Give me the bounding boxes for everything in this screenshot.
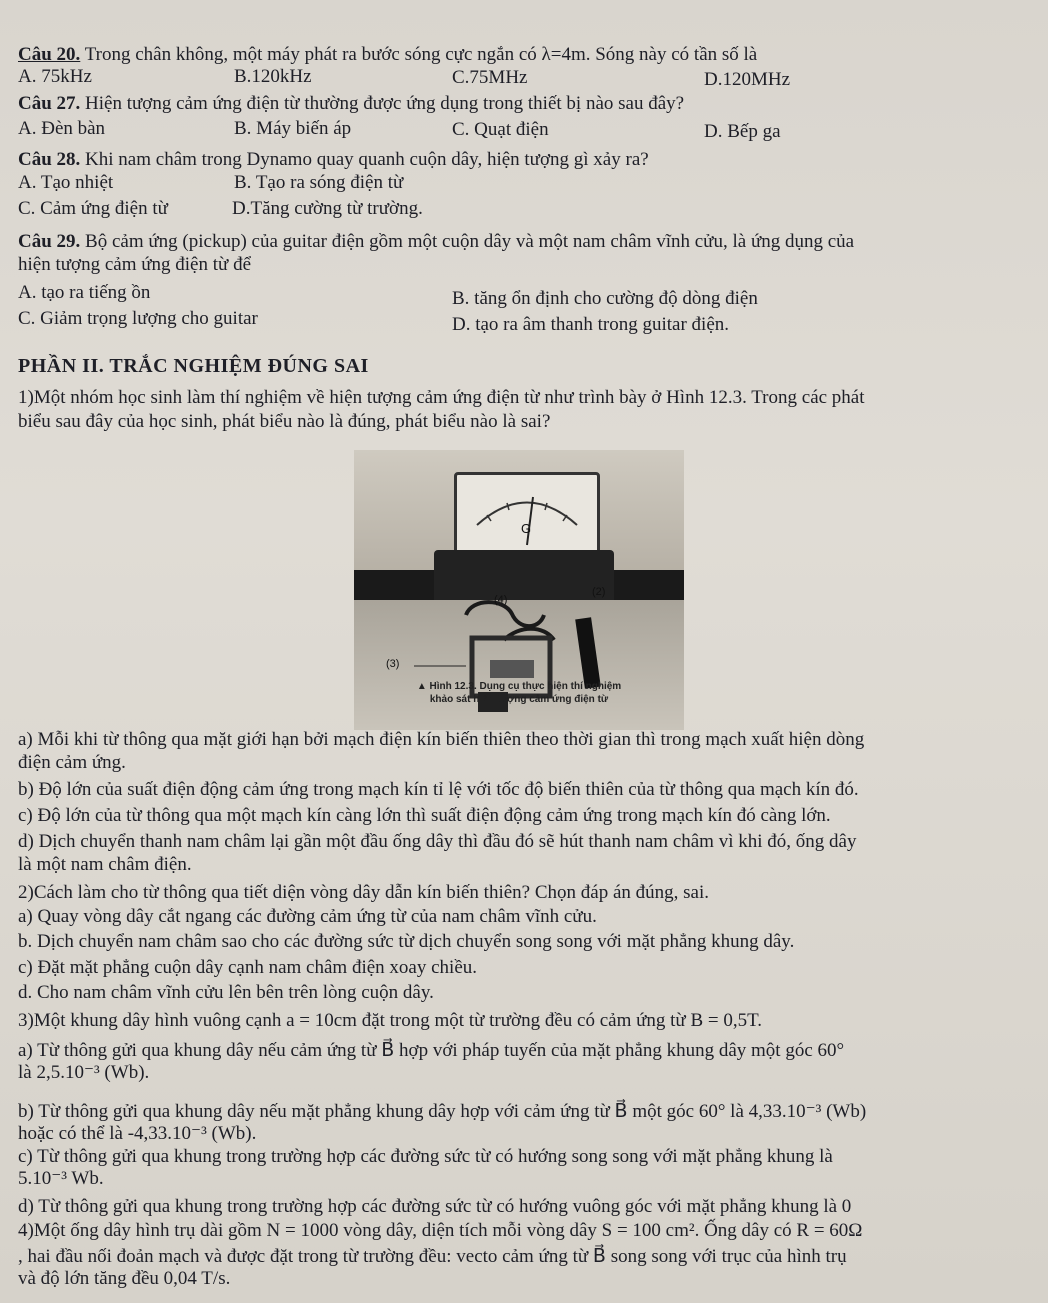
p3-statement-d-1: d) Từ thông gửi qua khung trong trường hợp các đường sức từ có hướng vuông góc với mặt phẳng khung là 0 [18,1196,852,1217]
p1-statement-a-1: a) Mỗi khi từ thông qua mặt giới hạn bởi mạch điện kín biến thiên theo thời gian thì trong mạch xuất hiện dòng [18,729,865,750]
q28-text: Khi nam châm trong Dynamo quay quanh cuộn dây, hiện tượng gì xảy ra? [80,149,649,170]
p1-statement-d-1: d) Dịch chuyển thanh nam châm lại gần một đầu ống dây thì đầu đó sẽ hút thanh nam châm vì khi đó, ống dây [18,831,857,852]
q29-stem-2: hiện tượng cảm ứng điện từ để [18,254,252,275]
q27-option-b: B. Máy biến áp [234,118,352,139]
p3-statement-c-1: c) Từ thông gửi qua khung trong trường hợp các đường sức từ có hướng song song với mặt phẳng khung là [18,1146,833,1167]
q20-option-d: D.120MHz [704,69,791,90]
p2-statement-a: a) Quay vòng dây cắt ngang các đường cảm ứng từ của nam châm vĩnh cửu. [18,906,597,927]
figure-caption-line-2: khảo sát hiện tượng cảm ứng điện từ [429,694,609,705]
p2-intro: 2)Cách làm cho từ thông qua tiết diện vòng dây dẫn kín biến thiên? Chọn đáp án đúng, sai. [18,882,709,903]
p4-intro-3: và độ lớn tăng đều 0,04 T/s. [18,1268,231,1289]
p3-statement-a-1: a) Từ thông gửi qua khung dây nếu cảm ứng từ B⃗ hợp với pháp tuyến của mặt phẳng khung dây một góc 60° [18,1040,845,1061]
p4-intro-1: 4)Một ống dây hình trụ dài gồm N = 1000 vòng dây, diện tích mỗi vòng dây S = 100 cm². Ống dây có R = 60Ω [18,1220,863,1241]
q27-option-c: C. Quạt điện [452,119,549,140]
experiment-figure [354,450,684,730]
q29-option-c: C. Giảm trọng lượng cho guitar [18,308,258,329]
figure-label-4: (4) [494,594,508,606]
p3-statement-b-1: b) Từ thông gửi qua khung dây nếu mặt phẳng khung dây hợp với cảm ứng từ B⃗ một góc 60° là 4,33.10⁻³ (Wb) [18,1101,867,1122]
p1-intro-2: biểu sau đây của học sinh, phát biểu nào là đúng, phát biểu nào là sai? [18,411,551,432]
p2-statement-c: c) Đặt mặt phẳng cuộn dây cạnh nam châm điện xoay chiều. [18,957,477,978]
p1-statement-a-2: điện cảm ứng. [18,752,126,773]
figure-label-2: (2) [592,586,606,598]
q27-text: Hiện tượng cảm ứng điện từ thường được ứng dụng trong thiết bị nào sau đây? [80,93,685,114]
q28-option-b: B. Tạo ra sóng điện từ [234,172,404,193]
q29-option-d: D. tạo ra âm thanh trong guitar điện. [452,314,730,335]
p4-intro-2: , hai đầu nối đoản mạch và được đặt trong từ trường đều: vecto cảm ứng từ B⃗ song song với trục của hình trụ [18,1246,847,1267]
figure-label-3: (3) [386,658,400,670]
coil-and-magnet-icon [354,600,684,730]
galvanometer-face [454,472,600,560]
q29-option-b: B. tăng ổn định cho cường độ dòng điện [452,288,758,309]
galvanometer-letter: G [521,521,532,536]
q27-stem [18,93,684,115]
q28-option-d: D.Tăng cường từ trường. [232,198,423,219]
q28-option-a: A. Tạo nhiệt [18,172,114,193]
p3-statement-b-2: hoặc có thể là -4,33.10⁻³ (Wb). [18,1123,257,1144]
q27-option-d: D. Bếp ga [704,121,781,142]
galvanometer-scale-icon [457,475,597,557]
q20-option-c: C.75MHz [452,67,528,88]
q27-option-a: A. Đèn bàn [18,118,106,139]
p2-statement-b: b. Dịch chuyển nam châm sao cho các đường sức từ dịch chuyển song song với mặt phẳng khung dây. [18,931,795,952]
p1-statement-d-2: là một nam châm điện. [18,854,192,875]
p3-intro: 3)Một khung dây hình vuông cạnh a = 10cm đặt trong một từ trường đều có cảm ứng từ B = 0,5T. [18,1010,763,1031]
part2-heading: PHẦN II. TRẮC NGHIỆM ĐÚNG SAI [18,355,369,377]
figure-caption [354,680,684,706]
q28-stem [18,149,649,171]
p3-statement-a-2: là 2,5.10⁻³ (Wb). [18,1062,150,1083]
q29-label: Câu 29. [18,231,81,252]
p1-intro-1: 1)Một nhóm học sinh làm thí nghiệm về hiện tượng cảm ứng điện từ như trình bày ở Hình 12.3. Trong các phát [18,387,865,408]
q29-option-a: A. tạo ra tiếng ồn [18,282,151,303]
q20-option-b: B.120kHz [234,66,312,87]
q20-text: Trong chân không, một máy phát ra bước sóng cực ngắn có λ=4m. Sóng này có tần số là [80,44,758,65]
p1-statement-b: b) Độ lớn của suất điện động cảm ứng trong mạch kín tỉ lệ với tốc độ biến thiên của từ thông qua mạch kín đó. [18,779,859,800]
q28-label: Câu 28. [18,149,81,170]
p2-statement-d: d. Cho nam châm vĩnh cửu lên bên trên lòng cuộn dây. [18,982,434,1003]
q20-label: Câu 20. [18,44,81,65]
q28-option-c: C. Cảm ứng điện từ [18,198,168,219]
q20-stem [18,44,757,66]
figure-caption-line-1: ▲ Hình 12.3. Dụng cụ thực hiện thí nghiệm [416,681,622,692]
q29-text: Bộ cảm ứng (pickup) của guitar điện gồm một cuộn dây và một nam châm vĩnh cửu, là ứng dụng của [80,231,855,252]
q20-option-a: A. 75kHz [18,66,92,87]
q27-label: Câu 27. [18,93,81,114]
p3-statement-c-2: 5.10⁻³ Wb. [18,1168,104,1189]
p1-statement-c: c) Độ lớn của từ thông qua một mạch kín càng lớn thì suất điện động cảm ứng trong mạch kín đó càng lớn. [18,805,831,826]
q29-stem [18,231,854,253]
figure-bench [354,586,684,730]
